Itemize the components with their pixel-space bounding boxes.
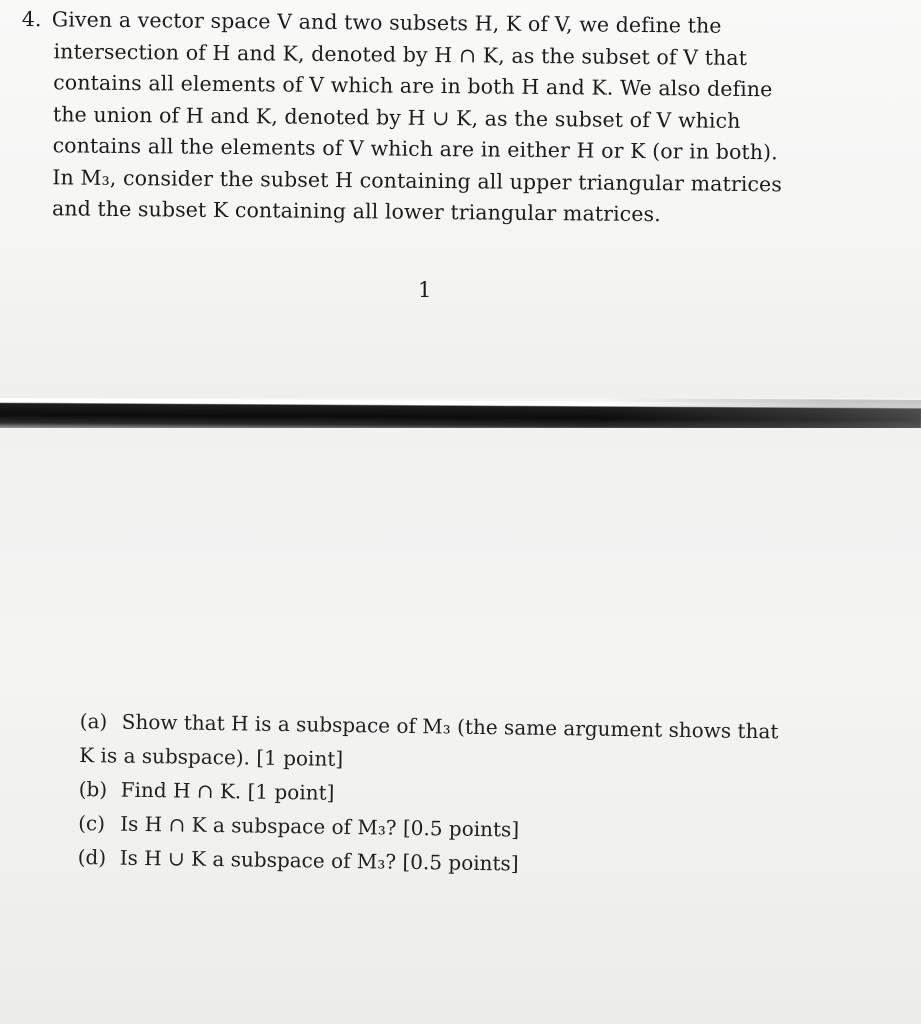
subpart-a-continuation: K is a subspace). [1 point] (79, 742, 344, 771)
subpart-label: (b) (78, 776, 108, 802)
problem-statement (20, 4, 882, 233)
problem-number: 4. (21, 6, 42, 32)
page-separator-shade (600, 398, 921, 430)
subpart-label: (c) (78, 810, 106, 836)
page-top (0, 0, 921, 398)
subpart-label: (a) (79, 708, 108, 734)
subpart-label: (d) (77, 844, 107, 870)
problem-line: the union of H and K, denoted by H ∪ K, as the subset of V which (52, 101, 741, 133)
subparts-list (77, 704, 859, 886)
subpart-text: Find H ∩ K. [1 point] (120, 777, 335, 805)
problem-line: contains all elements of V which are in both H and K. We also define (53, 70, 773, 102)
page-number: 1 (418, 278, 432, 302)
problem-line: In M₃, consider the subset H containing all upper triangular matrices (52, 164, 783, 196)
problem-line: and the subset K containing all lower triangular matrices. (51, 196, 661, 227)
subpart-text: Is H ∪ K a subspace of M₃? [0.5 points] (119, 845, 519, 876)
subpart-text: Show that H is a subspace of M₃ (the same argument shows that (121, 709, 779, 744)
problem-line: intersection of H and K, denoted by H ∩ K, as the subset of V that (53, 38, 748, 70)
subpart-text: Is H ∩ K a subspace of M₃? [0.5 points] (120, 811, 520, 842)
problem-line-text: Given a vector space V and two subsets H, K of V, we define the (51, 7, 722, 38)
problem-line: contains all the elements of V which are in either H or K (or in both). (52, 133, 778, 165)
